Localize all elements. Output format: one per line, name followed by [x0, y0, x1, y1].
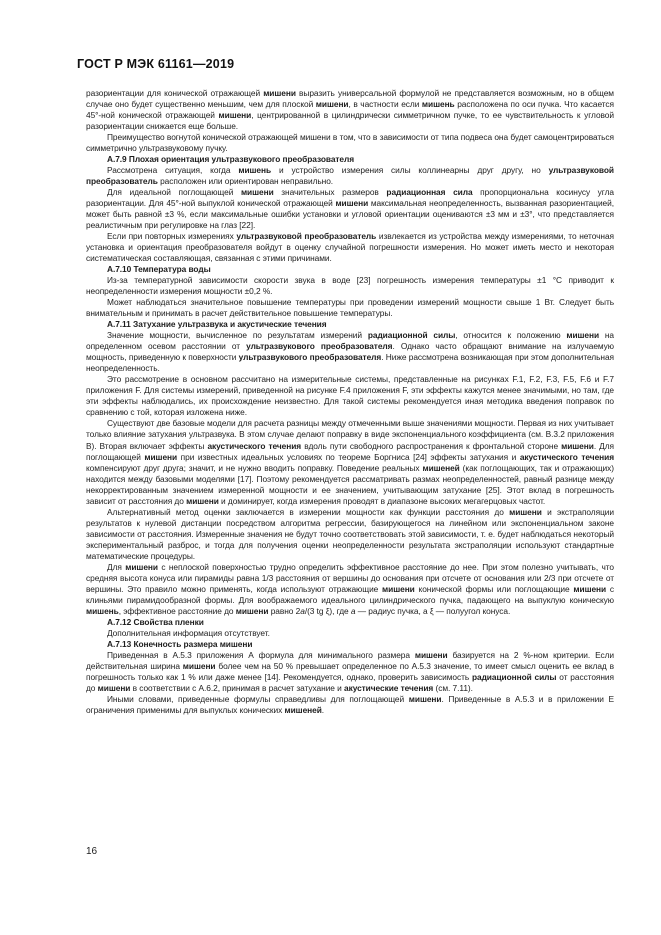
- text-run: Может наблюдаться значительное повышение температуры при проведении измерений мощности свыше 1 Вт. Следует быть внимательным и принимать в расчет действительное повышение температуры.: [86, 297, 614, 319]
- text-run: вдоль пути свободного распространения к фронтальной стороне: [301, 440, 562, 451]
- text-run: Приведенная в А.5.3 приложения А формула для минимального размера: [107, 649, 415, 660]
- term-emphasis: акустического течения: [207, 440, 302, 451]
- term-emphasis: мишени: [144, 451, 178, 462]
- text-run: . Ниже рассмотрена возникающая при этом дополнительная неопределенность.: [86, 352, 614, 374]
- term-emphasis: мишень: [86, 605, 119, 616]
- text-run: и доминирует, когда измерения проводят в диапазоне высоких мегагерцовых частот.: [218, 495, 546, 506]
- text-run: (как поглощающих, так и отражающих) находится между базовыми моделями [17]. Поэтому рекомендуется рассматривать размах неопределенностей, равный разнице между некорректированным значением измеренной мощности и ее значением, учитывающим затухание [25]. Этот вклад в погрешность зависит от расстояния до: [86, 462, 614, 506]
- math-variable: a: [300, 605, 305, 616]
- text-run: разориентации для конической отражающей: [86, 88, 264, 98]
- term-emphasis: мишени: [382, 583, 415, 594]
- text-run: . Для поглощающей: [86, 440, 615, 462]
- paragraph: [86, 88, 614, 132]
- text-run: Это рассмотрение в основном рассчитано на измерительные системы, представленные на рисунках F.1, F.2, F.3, F.5, F.6 и F.7 приложения F. Для системы измерений, приведенной на рисунке F.4 приложения F, эти эффекты кажутся менее значимыми, но там, где эти эффекты наблюдались, их происхождение неизвестно. Для такой системы рекомендуется иная методика введения поправок по сравнению с той, которая изложена ниже.: [86, 374, 614, 418]
- term-emphasis: мишени: [566, 330, 600, 341]
- term-emphasis: радиационной силы: [471, 671, 557, 682]
- text-run: значительных размеров: [273, 187, 387, 198]
- page-number: 16: [86, 846, 98, 857]
- text-run: расположен или ориентирован неправильно.: [157, 176, 334, 187]
- text-run: от расстояния до: [86, 671, 614, 693]
- term-emphasis: мишени: [408, 693, 442, 704]
- term-emphasis: мишени: [335, 198, 369, 209]
- term-emphasis: радиационная сила: [386, 187, 473, 198]
- text-run: извлекается из устройства между измерениями, то неточная установка и ориентация преобразователя войдут в оценку случайной погрешности измерения. Но может иметь место и некоторая систематическая составляющая, связанная с этими причинами.: [86, 231, 614, 264]
- paragraph: [86, 297, 614, 319]
- text-run: . Приведенные в А.5.3 и в приложении Е ограничения применимы для выпуклых конических: [86, 693, 614, 715]
- text-run: А.7.9 Плохая ориентация ультразвукового преобразователя: [107, 154, 355, 165]
- text-run: выразить универсальной формулой не представляется возможным, но в общем случае оно будет существенно меньшим, чем для плоской: [86, 88, 614, 110]
- text-run: с клиньями пирамидообразной формы. Для воображаемого идеального цилиндрического пучка, падающего на выпуклую коническую: [86, 583, 615, 605]
- paragraph: [86, 231, 614, 264]
- text-run: при известных идеальных условиях по теореме Боргнисa [24] эффекты затухания и: [177, 451, 520, 462]
- text-run: Дополнительная информация отсутствует.: [107, 627, 270, 638]
- section-heading: [86, 639, 614, 650]
- text-run: и экстраполяции результатов к нулевой дистанции посредством алгоритма регрессии, базирующегося на линейном или экспоненциальном законе зависимости от расстояния. Измеренные значения не будут точно соответствовать этой зависимости, т. е. будет наблюдаться некоторый экспериментальный разброс, и тогда для получения оценки неопределенности результата экстраполяции используют стандартные математические процедуры.: [86, 506, 614, 561]
- text-run: .: [321, 704, 325, 715]
- text-run: базируется на 2 %-ном критерии. Если действительная ширина: [86, 649, 614, 671]
- paragraph: [86, 562, 614, 617]
- text-run: пропорциональна косинусу угла разориентации. Для 45°-ной выпуклой конической отражающей: [86, 187, 614, 209]
- text-run: равно 2: [268, 605, 301, 616]
- paragraph: [86, 507, 614, 562]
- term-emphasis: мишеней: [422, 462, 460, 473]
- text-run: , относится к положению: [455, 330, 567, 341]
- term-emphasis: мишени: [240, 187, 274, 198]
- text-run: с неплоской поверхностью трудно определить эффективное расстояние до нее. При этом полезно учитывать, что средняя высота конуса или пирамиды равна 1/3 расстояния от вершины до основания при отсчете от основания или 2/3 при отсчете от вершины. Это правило можно применять, когда используют отражающие: [86, 561, 614, 594]
- section-heading: [86, 319, 614, 330]
- term-emphasis: ультразвуковой преобразователь: [236, 231, 377, 242]
- text-run: Для идеальной поглощающей: [107, 187, 241, 198]
- paragraph: [86, 187, 614, 231]
- term-emphasis: ультразвукового преобразователя: [238, 352, 382, 363]
- text-run: Преимущество вогнутой конической отражающей мишени в том, что в зависимости от типа подвеса она будет самоцентрироваться симметрично ультразвуковому пучку.: [86, 132, 614, 154]
- page-body: [86, 88, 614, 716]
- text-run: Для: [107, 561, 126, 572]
- paragraph: [86, 132, 614, 154]
- section-heading: [86, 154, 614, 165]
- math-variable: a: [350, 605, 356, 616]
- term-emphasis: мишени: [414, 649, 448, 660]
- text-run: Значение мощности, вычисленное по результатам измерений: [107, 330, 368, 341]
- term-emphasis: мишени: [573, 583, 607, 594]
- text-run: (см. 7.11).: [433, 682, 473, 693]
- text-run: расположена по оси пучка. Что касается 45°-ной конической отражающей: [86, 99, 615, 121]
- term-emphasis: мишени: [97, 682, 131, 693]
- term-emphasis: мишени: [235, 605, 269, 616]
- paragraph: [86, 628, 614, 639]
- paragraph: [86, 330, 614, 374]
- text-run: более чем на 50 % превышает определенное по А.5.3 значение, то имеет смысл оценить ее вклад в погрешность только как 1 % или даже менее [14]. Рекомендуется, однако, проверить зависимость: [86, 660, 614, 682]
- text-run: А.7.11 Затухание ультразвука и акустические течения: [107, 319, 327, 330]
- term-emphasis: радиационной силы: [367, 330, 456, 341]
- section-heading: [86, 264, 614, 275]
- term-emphasis: мишени: [125, 561, 158, 572]
- term-emphasis: ультразвуковой преобразователь: [86, 165, 614, 187]
- paragraph: [86, 694, 614, 716]
- term-emphasis: мишеней: [284, 704, 322, 715]
- term-emphasis: мишень: [238, 165, 272, 176]
- term-emphasis: мишени: [315, 99, 349, 110]
- text-run: Иными словами, приведенные формулы справедливы для поглощающей: [107, 693, 409, 704]
- text-run: , в частности если: [348, 99, 422, 110]
- text-run: максимальная неопределенность, вызванная разориентацией, может быть равной ±3 %, если максимальные ошибки установки и угловой ориентации оцениваются ±3 мм и ±3°, что представляется реалистичным при регулировке на глаз [22].: [86, 198, 615, 231]
- text-run: А.7.10 Температура воды: [107, 264, 211, 275]
- text-run: . Однако часто обращают внимание на излучаемую мощность, приведенную к поверхности: [86, 341, 614, 363]
- paragraph: [86, 418, 614, 506]
- term-emphasis: мишени: [509, 506, 542, 517]
- text-run: конической формы или поглощающие: [414, 583, 574, 594]
- standard-title: ГОСТ Р МЭК 61161—2019: [77, 57, 235, 71]
- paragraph: [86, 650, 614, 694]
- term-emphasis: ультразвукового преобразователя: [246, 341, 393, 352]
- text-run: на определенном осевом расстоянии от: [86, 330, 615, 352]
- text-run: в соответствии с А.6.2, принимая в расчет затухание и: [130, 682, 344, 693]
- term-emphasis: мишени: [561, 440, 594, 451]
- term-emphasis: акустического течения: [519, 451, 615, 462]
- text-run: и устройство измерения силы коллинеарны друг другу, но: [271, 165, 549, 176]
- text-run: компенсируют друг друга; значит, и не нужно вводить поправку. Поведение реальных: [86, 462, 423, 473]
- text-run: Если при повторных измерениях: [107, 231, 237, 242]
- text-run: /(3 tg ξ), где: [304, 605, 351, 616]
- text-run: А.7.13 Конечность размера мишени: [107, 638, 253, 649]
- term-emphasis: мишени: [186, 495, 219, 506]
- text-run: — радиус пучка, а ξ — полуугол конуса.: [355, 605, 511, 616]
- paragraph: [86, 374, 614, 418]
- term-emphasis: мишени: [218, 110, 252, 121]
- term-emphasis: мишени: [263, 88, 296, 98]
- paragraph: [86, 165, 614, 187]
- paragraph: [86, 275, 614, 297]
- section-heading: [86, 617, 614, 628]
- text-run: , эффективное расстояние до: [118, 605, 236, 616]
- text-run: Существуют две базовые модели для расчета разницы между отмеченными выше значениями мощности. Первая из них учитывает только влияние затухания ультразвука. В этом случае делают поправку в виде экспоненциального коэффициента (см. В.3.2 приложения В). Вторая включает эффекты: [86, 418, 614, 451]
- term-emphasis: мишени: [182, 660, 216, 671]
- text-run: Альтернативный метод оценки заключается в измерении мощности как функции расстояния до: [107, 506, 510, 517]
- term-emphasis: акустические течения: [344, 682, 434, 693]
- text-run: Из-за температурной зависимости скорости звука в воде [23] погрешность измерения температуры ±1 °С приводит к неопределенности измерения мощности ±0,2 %.: [86, 275, 614, 297]
- term-emphasis: мишень: [421, 99, 455, 110]
- text-run: , центрированной в цилиндрически симметричном пучке, то ее чувствительность к угловой разориентации снижается еще больше.: [86, 110, 614, 132]
- text-run: Рассмотрена ситуация, когда: [107, 165, 239, 176]
- text-run: А.7.12 Свойства пленки: [107, 616, 204, 627]
